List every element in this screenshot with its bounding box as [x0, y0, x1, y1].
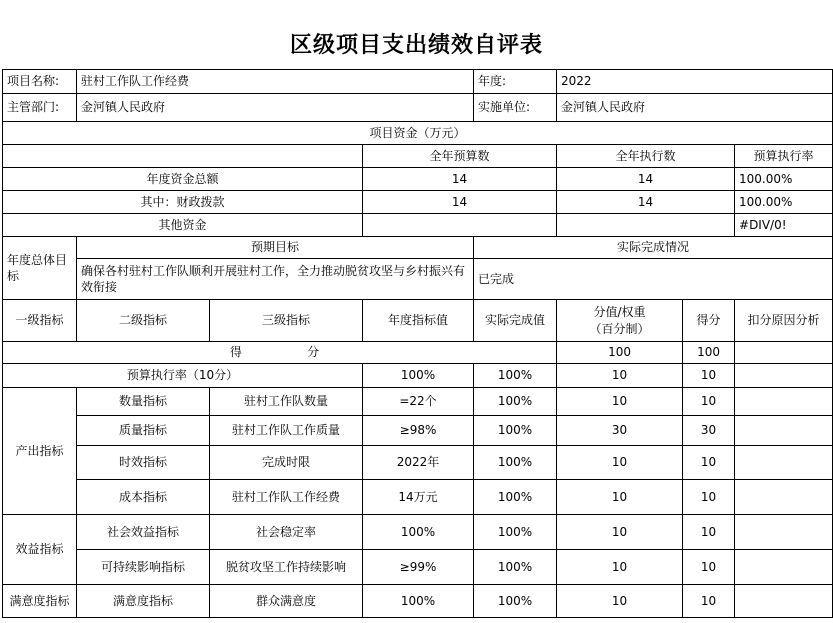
- funds-row-executed: [557, 214, 735, 237]
- funds-row: [3, 214, 833, 237]
- score-cell: 10: [683, 515, 735, 550]
- reason-cell: [735, 446, 833, 480]
- score-cell: 10: [683, 388, 735, 416]
- goals-label: 年度总体目标: [3, 237, 77, 300]
- funds-row-executed: 14: [557, 168, 735, 191]
- level3-cell: 驻村工作队工作经费: [210, 480, 363, 515]
- reason-cell: [735, 585, 833, 618]
- col-header-target: 年度指标值: [363, 300, 474, 342]
- col-header-level3: 三级指标: [210, 300, 363, 342]
- reason-cell: [735, 515, 833, 550]
- col-header-weight-line1: 分值/权重: [593, 305, 646, 320]
- indicator-row: [3, 446, 833, 480]
- budget-rate-label: 预算执行率（10分）: [3, 364, 363, 388]
- level3-cell: 脱贫攻坚工作持续影响: [210, 550, 363, 585]
- level2-cell: 质量指标: [77, 416, 210, 446]
- target-cell: 100%: [363, 585, 474, 618]
- target-cell: 100%: [363, 515, 474, 550]
- funds-row-rate: 100.00%: [735, 168, 833, 191]
- col-header-actual: 实际完成值: [474, 300, 557, 342]
- target-cell: 14万元: [363, 480, 474, 515]
- goals-actual-header: 实际完成情况: [474, 237, 833, 259]
- indicator-row: [3, 550, 833, 585]
- reason-cell: [735, 550, 833, 585]
- weight-cell: 30: [557, 416, 683, 446]
- score-cell: 10: [683, 446, 735, 480]
- reason-cell: [735, 388, 833, 416]
- indicator-row: [3, 515, 833, 550]
- actual-cell: 100%: [474, 388, 557, 416]
- goals-expected-header: 预期目标: [77, 237, 474, 259]
- score-cell: 10: [683, 550, 735, 585]
- year-label: 年度:: [474, 70, 557, 94]
- indicator-row: [3, 388, 833, 416]
- impl-value: 金河镇人民政府: [557, 94, 833, 122]
- score-cell: 30: [683, 416, 735, 446]
- actual-cell: 100%: [474, 550, 557, 585]
- level3-cell: 群众满意度: [210, 585, 363, 618]
- actual-cell: 100%: [474, 585, 557, 618]
- col-header-level1: 一级指标: [3, 300, 77, 342]
- weight-cell: 10: [557, 480, 683, 515]
- level2-cell: 数量指标: [77, 388, 210, 416]
- indicator-row: [3, 585, 833, 618]
- reason-cell: [735, 480, 833, 515]
- target-cell: ≥98%: [363, 416, 474, 446]
- weight-cell: 10: [557, 550, 683, 585]
- level2-cell: 可持续影响指标: [77, 550, 210, 585]
- budget-rate-score: 10: [683, 364, 735, 388]
- page-title: 区级项目支出绩效自评表: [289, 33, 543, 58]
- level3-cell: 驻村工作队工作质量: [210, 416, 363, 446]
- funds-row-label: 其他资金: [3, 214, 363, 237]
- col-header-weight: [557, 300, 683, 342]
- funds-header-executed: 全年执行数: [557, 145, 735, 168]
- funds-row-budget: [363, 214, 557, 237]
- goals-actual-text: 已完成: [474, 259, 833, 300]
- total-reason: [735, 342, 833, 364]
- funds-row-rate: 100.00%: [735, 191, 833, 214]
- funds-header-blank: [3, 145, 363, 168]
- reason-cell: [735, 416, 833, 446]
- score-cell: 10: [683, 585, 735, 618]
- target-cell: ≥99%: [363, 550, 474, 585]
- funds-row: [3, 168, 833, 191]
- budget-rate-row: [3, 364, 833, 388]
- level2-cell: 社会效益指标: [77, 515, 210, 550]
- goals-expected-text: 确保各村驻村工作队顺利开展驻村工作，全力推动脱贫攻坚与乡村振兴有效衔接: [77, 259, 474, 300]
- col-header-reason: 扣分原因分析: [735, 300, 833, 342]
- budget-rate-reason: [735, 364, 833, 388]
- impl-label: 实施单位:: [474, 94, 557, 122]
- level2-cell: 成本指标: [77, 480, 210, 515]
- project-name-value: 驻村工作队工作经费: [77, 70, 474, 94]
- indicator-row: [3, 480, 833, 515]
- funds-header-rate: 预算执行率: [735, 145, 833, 168]
- funds-row: [3, 191, 833, 214]
- funds-row-executed: 14: [557, 191, 735, 214]
- budget-rate-actual: 100%: [474, 364, 557, 388]
- col-header-weight-line2: （百分制）: [589, 321, 650, 336]
- year-value: 2022: [557, 70, 833, 94]
- funds-row-rate: #DIV/0!: [735, 214, 833, 237]
- self-evaluation-table: [2, 69, 833, 618]
- total-score-row: [3, 342, 833, 364]
- funds-row-label: 年度资金总额: [3, 168, 363, 191]
- weight-cell: 10: [557, 388, 683, 416]
- budget-rate-target: 100%: [363, 364, 474, 388]
- weight-cell: 10: [557, 585, 683, 618]
- col-header-score: 得分: [683, 300, 735, 342]
- actual-cell: 100%: [474, 416, 557, 446]
- actual-cell: 100%: [474, 480, 557, 515]
- actual-cell: 100%: [474, 515, 557, 550]
- level2-cell: 满意度指标: [77, 585, 210, 618]
- level3-cell: 驻村工作队数量: [210, 388, 363, 416]
- level1-benefit: 效益指标: [3, 515, 77, 585]
- level3-cell: 完成时限: [210, 446, 363, 480]
- score-cell: 10: [683, 480, 735, 515]
- target-cell: 2022年: [363, 446, 474, 480]
- level3-cell: 社会稳定率: [210, 515, 363, 550]
- level1-output: 产出指标: [3, 388, 77, 515]
- level1-satisfaction: 满意度指标: [3, 585, 77, 618]
- level2-cell: 时效指标: [77, 446, 210, 480]
- funds-row-budget: 14: [363, 168, 557, 191]
- col-header-level2: 二级指标: [77, 300, 210, 342]
- funds-row-budget: 14: [363, 191, 557, 214]
- target-cell: =22个: [363, 388, 474, 416]
- total-score-label-text: 得 分: [229, 345, 330, 360]
- funds-row-label: 其中：财政拨款: [3, 191, 363, 214]
- budget-rate-weight: 10: [557, 364, 683, 388]
- dept-label: 主管部门:: [3, 94, 77, 122]
- funds-section-label: 项目资金（万元）: [3, 122, 833, 145]
- funds-header-budget: 全年预算数: [363, 145, 557, 168]
- dept-value: 金河镇人民政府: [77, 94, 474, 122]
- total-weight: 100: [557, 342, 683, 364]
- total-score: 100: [683, 342, 735, 364]
- weight-cell: 10: [557, 446, 683, 480]
- project-name-label: 项目名称:: [3, 70, 77, 94]
- total-score-label: [3, 342, 557, 364]
- weight-cell: 10: [557, 515, 683, 550]
- indicator-row: [3, 416, 833, 446]
- actual-cell: 100%: [474, 446, 557, 480]
